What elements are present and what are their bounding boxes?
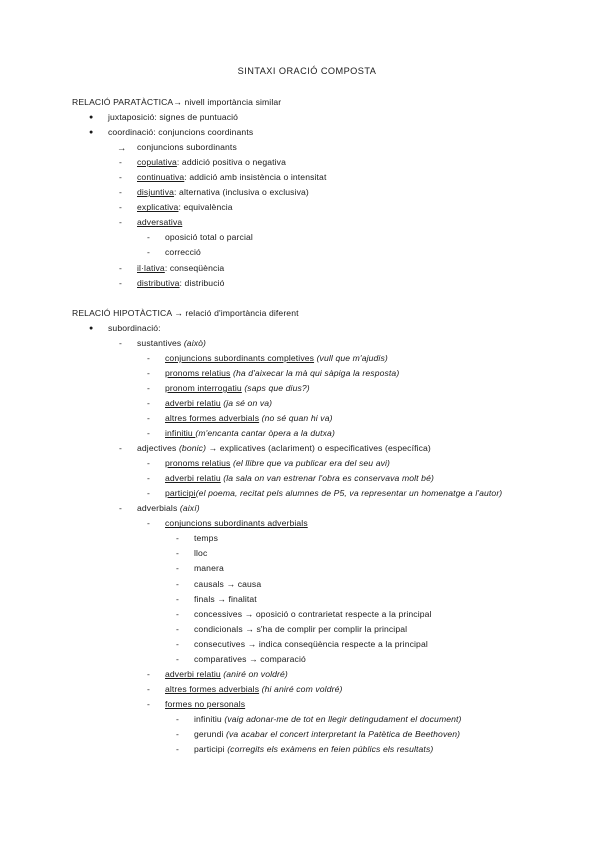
outline-item: [147, 396, 570, 411]
outline-term: copulativa: [137, 157, 177, 168]
outline-item: [147, 667, 570, 682]
outline-item: [119, 170, 570, 185]
outline-term: distributiva: [137, 277, 180, 288]
dash-marker-icon: -: [176, 623, 179, 634]
outline-text: concessives → oposició o contrarietat respecte a la principal: [194, 608, 432, 619]
section-heading: RELACIÓ PARATÀCTICA→ nivell importància similar: [72, 97, 282, 107]
outline-example: (hi aniré com voldré): [261, 683, 343, 694]
outline-example: (ja sé on va): [223, 397, 273, 408]
dash-marker-icon: -: [147, 412, 150, 423]
outline-example: (saps que dius?): [244, 382, 310, 393]
outline-example: (corregits els exàmens en feien públics els resultats): [227, 744, 434, 755]
outline-item: [119, 276, 570, 291]
outline-item: [119, 155, 570, 170]
dash-marker-icon: -: [176, 578, 179, 589]
page-title: SINTAXI ORACIÓ COMPOSTA: [237, 66, 377, 76]
document-body: [0, 76, 600, 757]
dash-marker-icon: -: [119, 217, 122, 228]
dash-marker-icon: -: [176, 744, 179, 755]
outline-term: participi: [165, 488, 196, 499]
outline-example: (això): [183, 337, 207, 348]
dash-marker-icon: -: [176, 653, 179, 664]
dash-marker-icon: -: [176, 713, 179, 724]
dash-marker-icon: -: [119, 337, 122, 348]
outline-term: adverbi relatiu: [165, 397, 221, 408]
outline-example: (el llibre que va publicar era del seu avi): [232, 458, 391, 469]
outline-item: [147, 682, 570, 697]
dash-marker-icon: -: [147, 247, 150, 258]
outline-term: adverbi relatiu: [165, 668, 221, 679]
bullet-marker-icon: ●: [89, 324, 94, 332]
outline-item: [119, 261, 570, 276]
outline-item: [147, 366, 570, 381]
dash-marker-icon: -: [147, 698, 150, 709]
dash-marker-icon: -: [119, 262, 122, 273]
outline-item: [119, 185, 570, 200]
outline-item: [89, 321, 570, 336]
outline-item: [89, 110, 570, 125]
outline-text: infinitiu: [194, 713, 225, 724]
outline-text: adverbials: [137, 503, 180, 514]
outline-item: [176, 727, 570, 742]
outline-item: [176, 622, 570, 637]
dash-marker-icon: -: [147, 367, 150, 378]
outline-text: causals → causa: [194, 578, 262, 589]
outline-term: adversativa: [137, 217, 183, 228]
dash-marker-icon: -: [119, 187, 122, 198]
outline-text: conjuncions subordinants: [137, 142, 237, 153]
outline-example: (no sé quan hi va): [261, 412, 333, 423]
outline-term: disjuntiva: [137, 187, 175, 198]
outline-item: [147, 486, 570, 501]
outline-item: [176, 546, 570, 561]
outline-text: consecutives → indica conseqüència respecte a la principal: [194, 638, 428, 649]
outline-text: temps: [194, 533, 219, 544]
outline-term: il·lativa: [137, 262, 165, 273]
outline-example: (vaig adonar-me de tot en llegir detingudament el document): [224, 713, 462, 724]
outline-item: [147, 381, 570, 396]
outline-text: : equivalència: [178, 202, 233, 213]
outline-text-suffix: → explicatives (aclariment) o especificatives (específica): [206, 443, 431, 454]
dash-marker-icon: -: [119, 157, 122, 168]
outline-item: [119, 215, 570, 230]
section-heading: RELACIÓ HIPOTÀCTICA → relació d'importància diferent: [72, 307, 299, 318]
outline-text: participi: [194, 744, 228, 755]
dash-marker-icon: -: [147, 668, 150, 679]
dash-marker-icon: -: [176, 638, 179, 649]
outline-item: [176, 531, 570, 546]
outline-term: pronoms relatius: [165, 367, 231, 378]
outline-item: [89, 125, 570, 140]
dash-marker-icon: -: [119, 443, 122, 454]
bullet-marker-icon: ●: [89, 129, 94, 137]
outline-item: [176, 637, 570, 652]
outline-text: juxtaposició: signes de puntuació: [108, 112, 239, 123]
outline-item: [176, 607, 570, 622]
outline-example: (m'encanta cantar òpera a la dutxa): [195, 428, 335, 439]
dash-marker-icon: -: [176, 593, 179, 604]
outline-item: [147, 245, 570, 260]
outline-text: oposició total o parcial: [165, 232, 253, 243]
outline-term: infinitiu: [165, 428, 196, 439]
dash-marker-icon: -: [119, 172, 122, 183]
outline-term: adverbi relatiu: [165, 473, 221, 484]
dash-marker-icon: -: [176, 608, 179, 619]
outline-item: [176, 712, 570, 727]
dash-marker-icon: -: [147, 518, 150, 529]
outline-item: [176, 561, 570, 576]
outline-item: [176, 592, 570, 607]
outline-item: [147, 456, 570, 471]
outline-item: [176, 742, 570, 757]
outline-term: altres formes adverbials: [165, 412, 260, 423]
outline-item: [147, 697, 570, 712]
dash-marker-icon: -: [147, 683, 150, 694]
outline-text: : addició amb insistència o intensitat: [184, 172, 327, 183]
outline-item: [119, 441, 570, 456]
dash-marker-icon: -: [119, 202, 122, 213]
outline-example: (així): [179, 503, 200, 514]
outline-term: formes no personals: [165, 698, 246, 709]
outline-text: condicionals → s'ha de complir per complir la principal: [194, 623, 408, 634]
dash-marker-icon: -: [119, 503, 122, 514]
outline-item: [147, 411, 570, 426]
outline-item: [147, 471, 570, 486]
outline-example: (la sala on van estrenar l'obra es conservava molt bé): [223, 473, 434, 484]
dash-marker-icon: -: [147, 397, 150, 408]
outline-example: (vull que m'ajudis): [316, 352, 388, 363]
arrow-marker-icon: →: [117, 142, 127, 154]
outline-item: [147, 426, 570, 441]
dash-marker-icon: -: [176, 548, 179, 559]
outline-term: explicativa: [137, 202, 179, 213]
outline-example: (el poema, recitat pels alumnes de P5, va representar un homenatge a l'autor): [195, 488, 503, 499]
outline-text: : addició positiva o negativa: [176, 157, 286, 168]
outline-item: [147, 351, 570, 366]
dash-marker-icon: -: [176, 728, 179, 739]
outline-text: subordinació:: [108, 322, 161, 333]
dash-marker-icon: -: [119, 277, 122, 288]
dash-marker-icon: -: [147, 488, 150, 499]
outline-text: gerundi: [194, 728, 227, 739]
outline-example: (bonic): [178, 443, 207, 454]
outline-term: continuativa: [137, 172, 185, 183]
outline-text: coordinació: conjuncions coordinants: [108, 127, 254, 138]
outline-item: [176, 577, 570, 592]
outline-item: [119, 336, 570, 351]
outline-text: : distribució: [179, 277, 225, 288]
outline-term: conjuncions subordinants completives: [165, 352, 315, 363]
outline-term: pronom interrogatiu: [165, 382, 242, 393]
outline-text: manera: [194, 563, 224, 574]
outline-text: sustantives: [137, 337, 184, 348]
outline-example: (va acabar el concert interpretant la Patètica de Beethoven): [226, 728, 461, 739]
dash-marker-icon: -: [176, 563, 179, 574]
outline-item: [117, 140, 570, 155]
outline-item: [147, 516, 570, 531]
dash-marker-icon: -: [176, 533, 179, 544]
outline-term: altres formes adverbials: [165, 683, 260, 694]
outline-item: [147, 230, 570, 245]
dash-marker-icon: -: [147, 352, 150, 363]
outline-item: [119, 200, 570, 215]
outline-item: [176, 652, 570, 667]
outline-text: adjectives: [137, 443, 179, 454]
dash-marker-icon: -: [147, 473, 150, 484]
dash-marker-icon: -: [147, 232, 150, 243]
outline-text: comparatives → comparació: [194, 653, 306, 664]
outline-text: : conseqüència: [164, 262, 225, 273]
outline-text: lloc: [194, 548, 208, 559]
outline-text: finals → finalitat: [194, 593, 257, 604]
outline-item: [119, 501, 570, 516]
outline-example: (aniré on voldré): [223, 668, 288, 679]
outline-text: correcció: [165, 247, 201, 258]
dash-marker-icon: -: [147, 382, 150, 393]
bullet-marker-icon: ●: [89, 114, 94, 122]
dash-marker-icon: -: [147, 428, 150, 439]
dash-marker-icon: -: [147, 458, 150, 469]
outline-term: pronoms relatius: [165, 458, 231, 469]
outline-example: (ha d'aixecar la mà qui sàpiga la resposta): [232, 367, 400, 378]
outline-term: conjuncions subordinants adverbials: [165, 518, 308, 529]
outline-text: : alternativa (inclusiva o exclusiva): [174, 187, 309, 198]
